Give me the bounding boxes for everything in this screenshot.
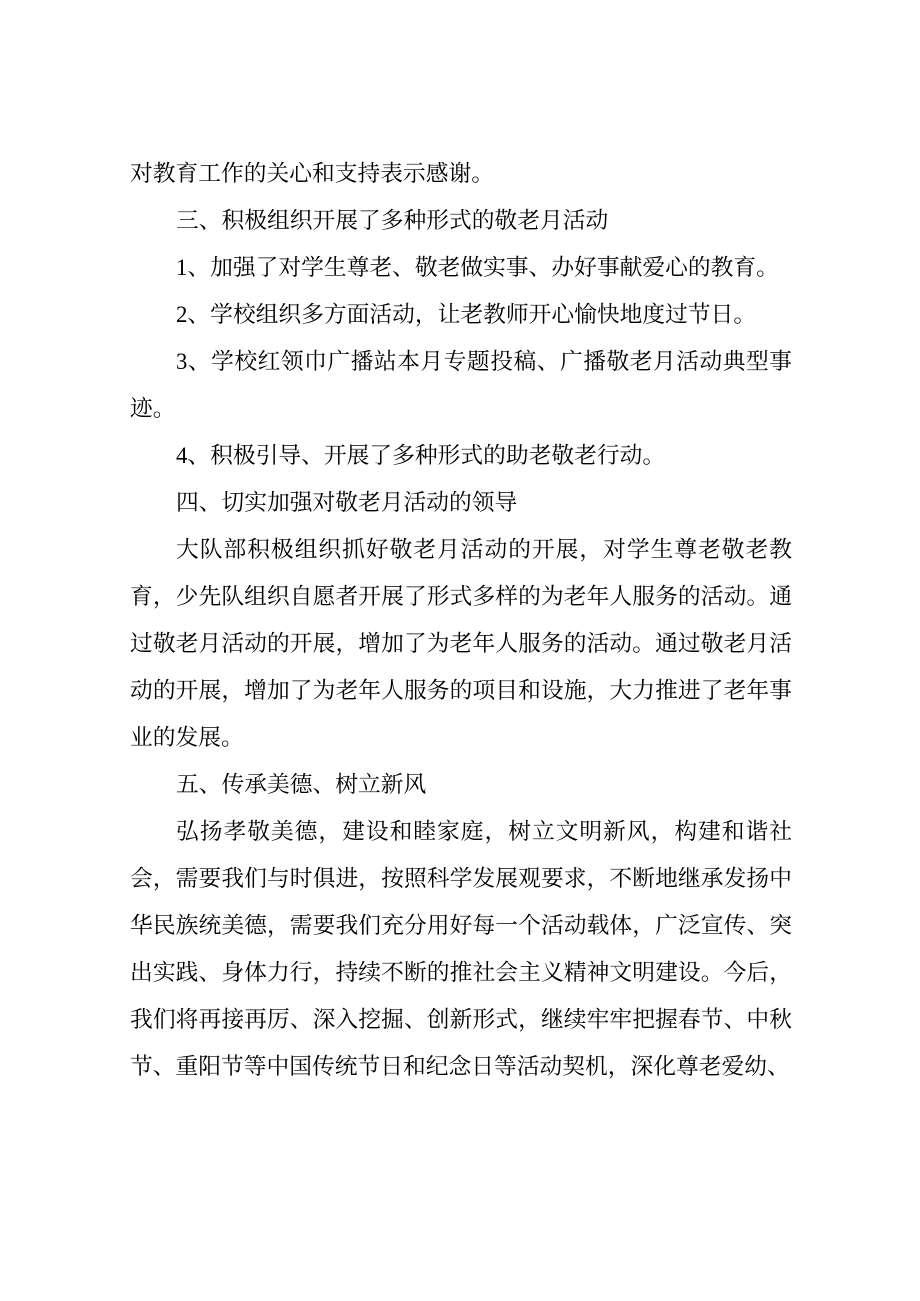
paragraph-section-four-body: 大队部积极组织抓好敬老月活动的开展，对学生尊老敬老教育，少先队组织自愿者开展了形式多样的为老年人服务的活动。通过敬老月活动的开展，增加了为老年人服务的活动。通过敬老月活动的开展，增加了为老年人服务的项目和设施，大力推进了老年事业的发展。 [130, 537, 792, 750]
paragraph-continuation-thanks: 对教育工作的关心和支持表示感谢。 [130, 161, 494, 186]
list-item-2: 2、学校组织多方面活动，让老教师开心愉快地度过节日。 [176, 302, 757, 327]
heading-section-three: 三、积极组织开展了多种形式的敬老月活动 [176, 208, 609, 233]
heading-section-five: 五、传承美德、树立新风 [176, 772, 427, 797]
list-item-1: 1、加强了对学生尊老、敬老做实事、办好事献爱心的教育。 [176, 255, 779, 280]
list-item-3: 3、学校红领巾广播站本月专题投稿、广播敬老月活动典型事迹。 [130, 349, 792, 421]
heading-section-four: 四、切实加强对敬老月活动的领导 [176, 490, 518, 515]
list-item-4: 4、积极引导、开展了多种形式的助老敬老行动。 [176, 443, 666, 468]
paragraph-section-five-body: 弘扬孝敬美德，建设和睦家庭，树立文明新风，构建和谐社会，需要我们与时俱进，按照科学发展观要求，不断地继承发扬中华民族统美德，需要我们充分用好每一个活动载体，广泛宣传、突出实践、身体力行，持续不断的推社会主义精神文明建设。今后，我们将再接再厉、深入挖掘、创新形式，继续牢牢把握春节、中秋节、重阳节等中国传统节日和纪念日等活动契机，深化尊老爱幼、 [130, 819, 792, 1079]
